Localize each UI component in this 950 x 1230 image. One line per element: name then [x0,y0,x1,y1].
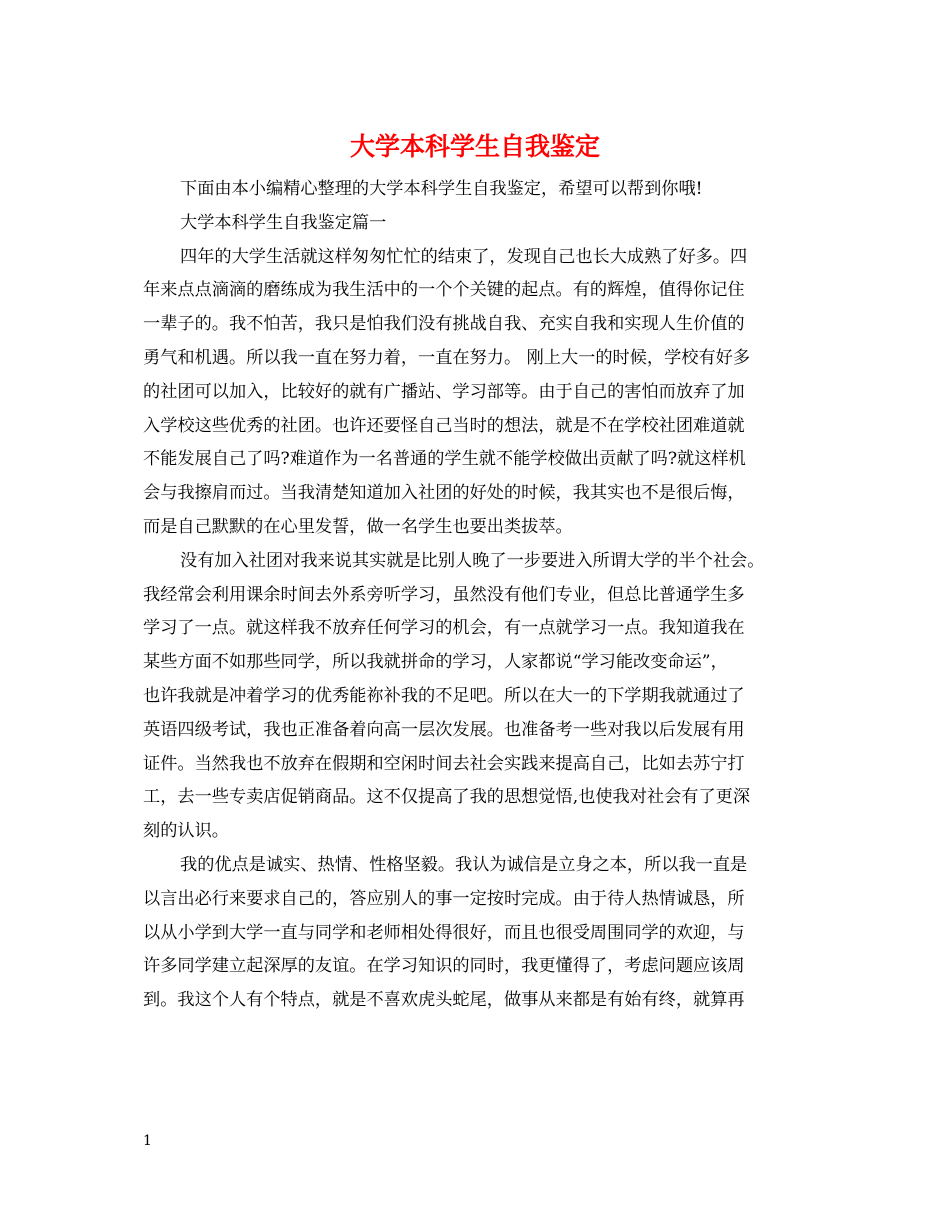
paragraph-line: 某些方面不如那些同学，所以我就拼命的学习，人家都说“学习能改变命运”， [143,652,728,673]
paragraph-line: 也许我就是冲着学习的优秀能祢补我的不足吧。所以在大一的下学期我就通过了 [143,685,745,706]
paragraph-line: 工，去一些专卖店促销商品。这不仅提高了我的思想觉悟,也使我对社会有了更深 [143,787,751,808]
document-title: 大学本科学生自我鉴定 [349,132,600,161]
paragraph-line: 一辈子的。我不怕苦，我只是怕我们没有挑战自我、充实自我和实现人生价值的 [143,314,745,335]
paragraph-line: 勇气和机遇。所以我一直在努力着，一直在努力。 刚上大一的时候，学校有好多 [143,347,751,368]
paragraph-line: 的社团可以加入，比较好的就有广播站、学习部等。由于自己的害怕而放弃了加 [143,381,745,402]
paragraph-line: 许多同学建立起深厚的友谊。在学习知识的同时，我更懂得了，考虑问题应该周 [143,956,745,977]
intro-line: 下面由本小编精心整理的大学本科学生自我鉴定，希望可以帮到你哦! [180,179,703,199]
paragraph-line: 英语四级考试，我也正准备着向高一层次发展。也准备考一些对我以后发展有用 [143,719,745,740]
paragraph-line: 而是自己默默的在心里发誓，做一名学生也要出类拔萃。 [143,516,573,537]
paragraph-line: 以从小学到大学一直与同学和老师相处得很好，而且也很受周围同学的欢迎，与 [143,922,745,943]
paragraph-line: 我的优点是诚实、热情、性格坚毅。我认为诚信是立身之本，所以我一直是 [180,854,748,875]
page-number: 1 [143,1133,152,1149]
paragraph-line: 到。我这个人有个特点，就是不喜欢虎头蛇尾，做事从来都是有始有终，就算再 [143,990,745,1011]
paragraph-line: 证件。当然我也不放弃在假期和空闲时间去社会实践来提高自己，比如去苏宁打 [143,753,745,774]
paragraph-line: 入学校这些优秀的社团。也许还要怪自己当时的想法，就是不在学校社团难道就 [143,415,745,436]
document-body [143,173,811,1018]
paragraph-line: 没有加入社团对我来说其实就是比别人晚了一步要进入所谓大学的半个社会。 [180,550,765,571]
section-heading: 大学本科学生自我鉴定篇一 [180,212,387,233]
paragraph-line: 我经常会利用课余时间去外系旁听学习，虽然没有他们专业，但总比普通学生多 [143,584,745,605]
paragraph-line: 学习了一点。就这样我不放弃任何学习的机会，有一点就学习一点。我知道我在 [143,618,745,639]
paragraph-line: 年来点点滴滴的磨练成为我生活中的一个个关键的起点。有的辉煌，值得你记住 [143,280,745,301]
paragraph-line: 四年的大学生活就这样匆匆忙忙的结束了，发现自己也长大成熟了好多。四 [180,246,748,267]
paragraph-line: 以言出必行来要求自己的，答应别人的事一定按时完成。由于待人热情诚恳，所 [143,888,745,909]
paragraph-line: 刻的认识。 [143,821,229,842]
paragraph-line: 会与我擦肩而过。当我清楚知道加入社团的好处的时候，我其实也不是很后悔， [143,483,745,504]
paragraph-line: 不能发展自己了吗?难道作为一名普通的学生就不能学校做出贡献了吗?就这样机 [143,449,746,470]
